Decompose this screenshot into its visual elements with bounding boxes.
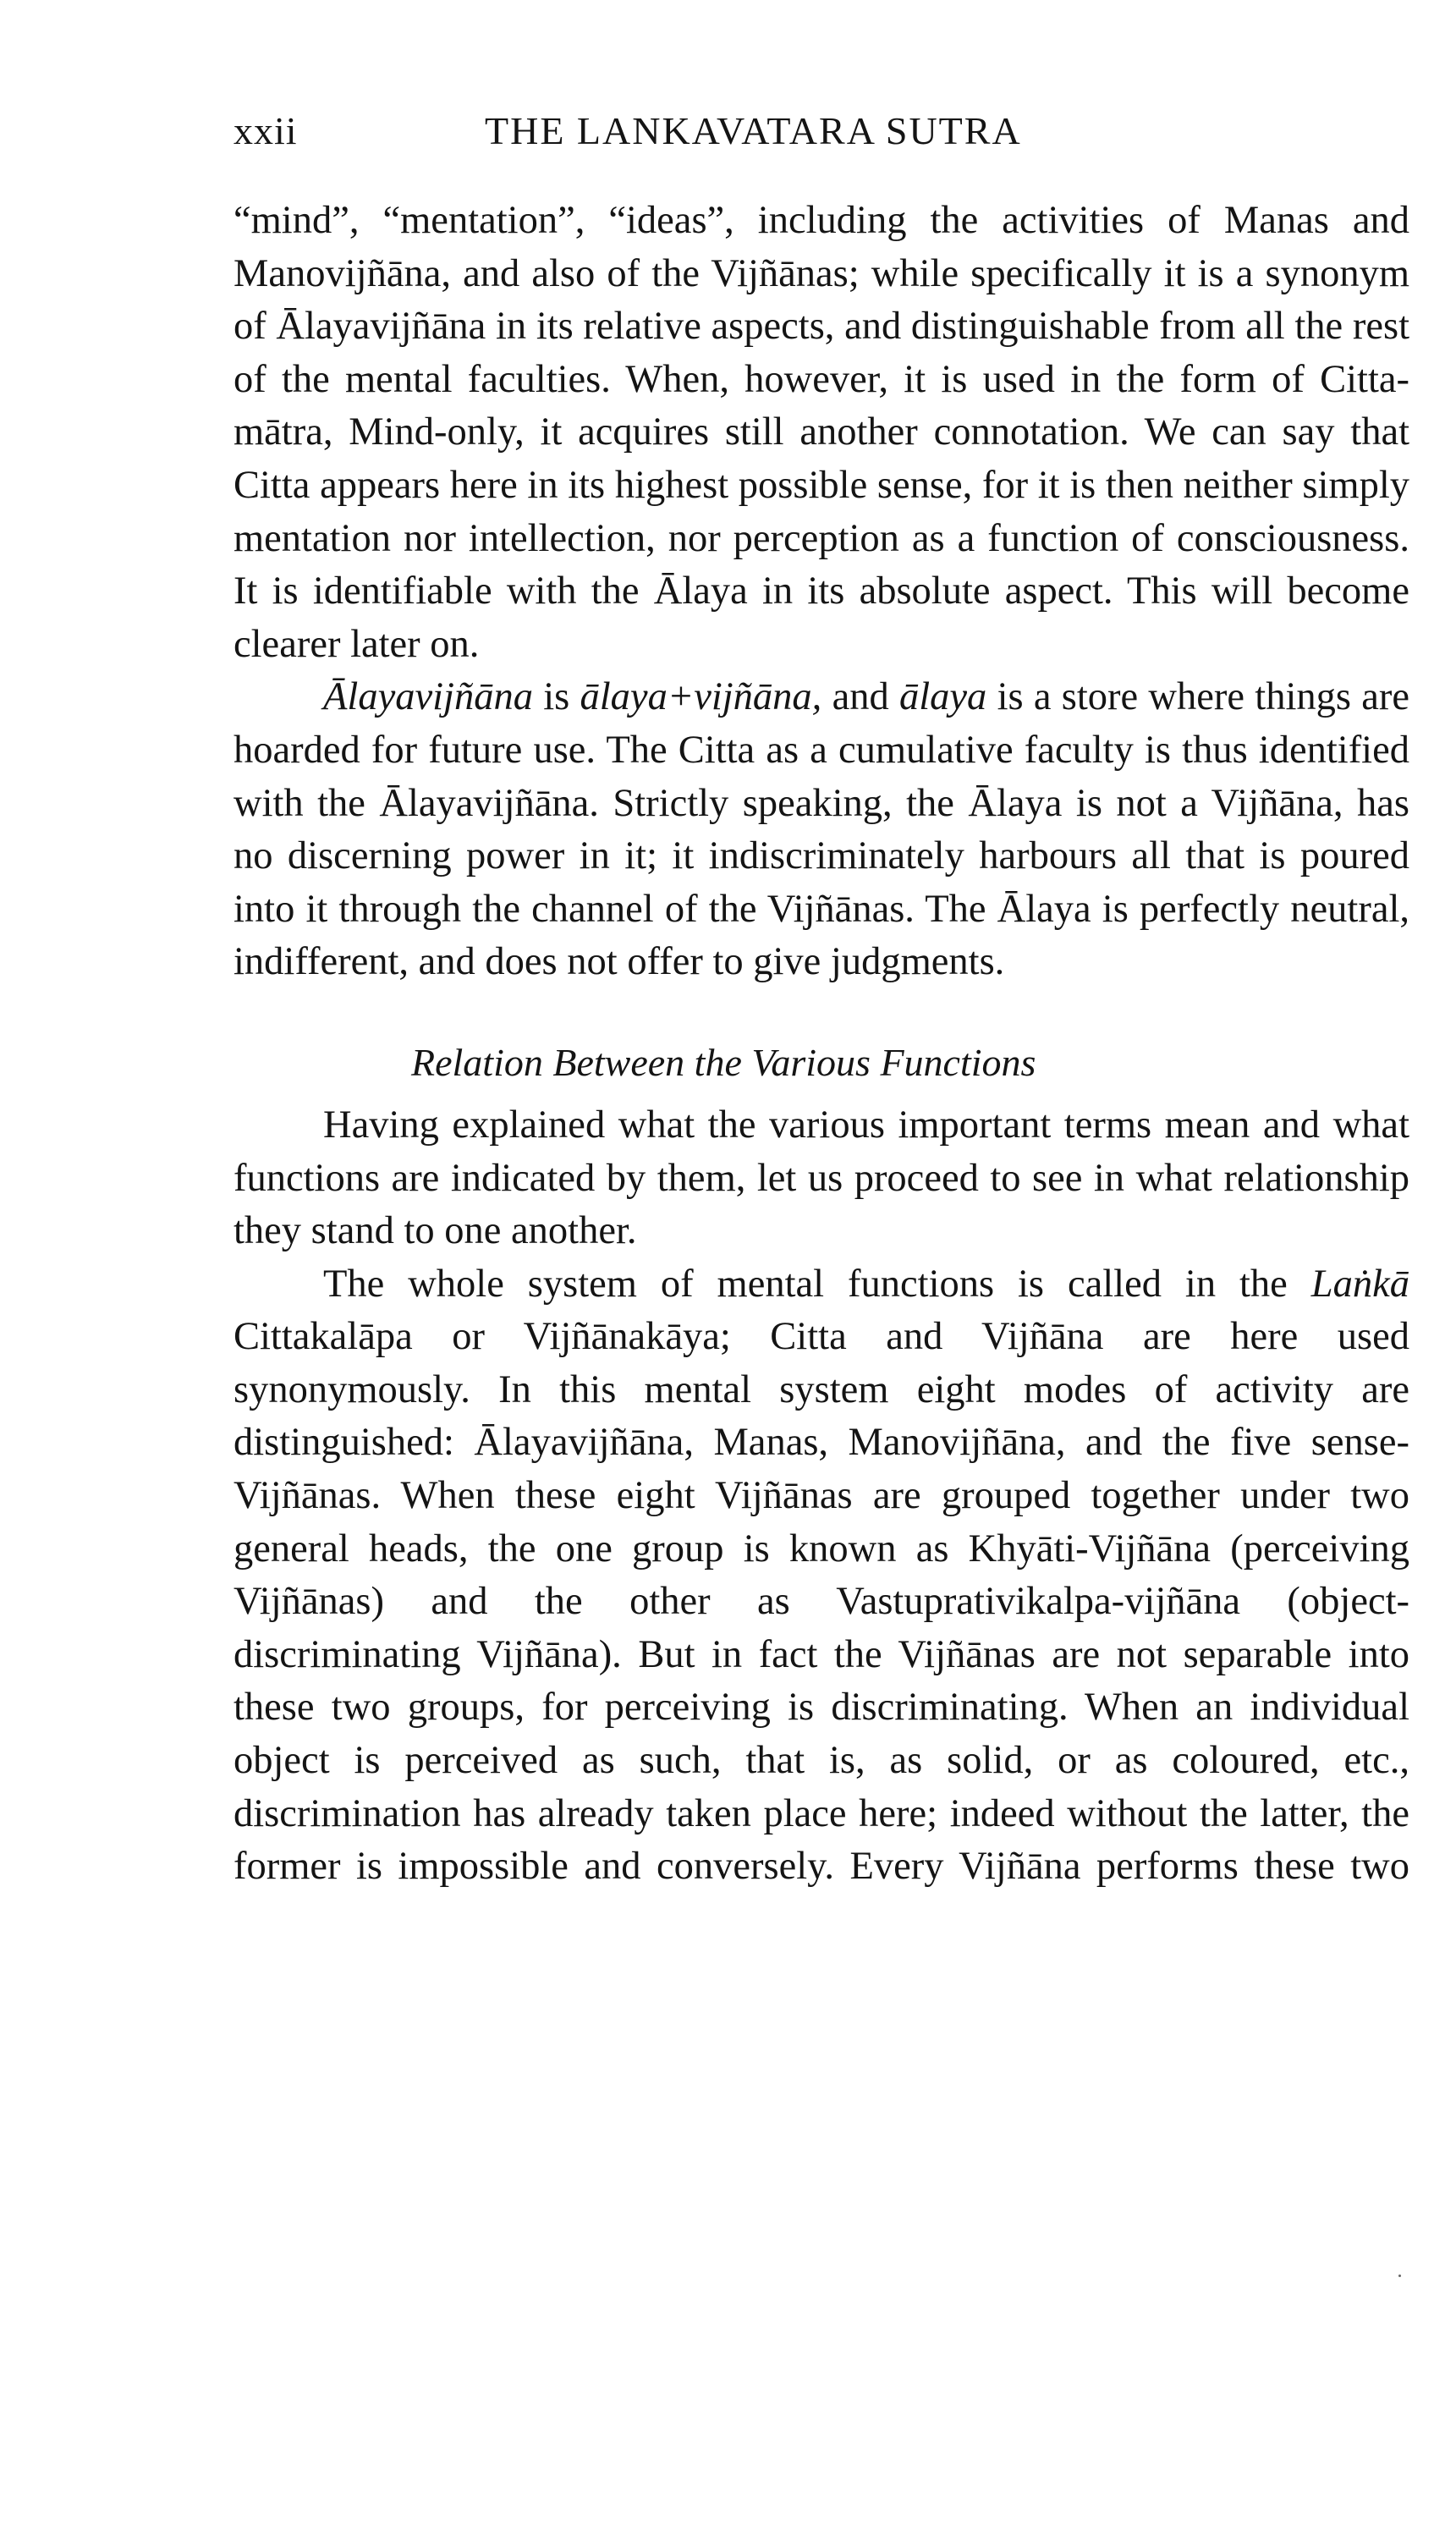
running-head — [234, 108, 1409, 159]
paragraph-mental-system: The whole system of mental functions is called in the Laṅkā Cittakalāpa or Vijñānakāya; Citta and Vijñāna are here used synonymously. In this mental system eight modes of activity are distinguished: Ālayavijñāna, Manas, Manovijñāna, and the five sense-Vijñānas. When these eight Vijñānas are grouped together under two general heads, the one group is known as Khyāti-Vijñāna (perceiving Vijñānas) and the other as Vastuprativikalpa-vijñāna (object-discriminating Vijñāna). But in fact the Vijñānas are not separable into these two groups, for perceiving is discriminating. When an individual object is perceived as such, that is, as solid, or as coloured, etc., discrimination has already taken place here; indeed without the latter, the former is impossible and conversely. Every Vijñāna performs these two — [234, 1262, 1409, 1889]
book-page — [234, 108, 1409, 1894]
term-alayavijnana: Ālayavijñāna — [323, 675, 533, 719]
page-number: xxii — [234, 109, 298, 152]
section-heading: Relation Between the Various Functions — [411, 1040, 1036, 1084]
paragraph-alayavijnana: Ālayavijñāna is ālaya+vijñāna, and ālaya is a store where things are hoarded for future use. The Citta as a cumulative faculty is thus identified with the Ālayavijñāna. Strictly speaking, the Ālaya is not a Vijñāna, has no discerning power in it; it indiscriminately harbours all that is poured into it through the channel of the Vijñānas. The Ālaya is perfectly neutral, indifferent, and does not offer to give judgments. — [234, 675, 1410, 984]
term-lanka: Laṅkā — [1310, 1262, 1409, 1306]
term-formula: ālaya+vijñāna, — [580, 675, 822, 719]
paragraph-relationship: Having explained what the various important terms mean and what functions are indicated by them, let us proceed to see in what relationship they stand to one another. — [234, 1103, 1409, 1253]
body-text — [234, 195, 1409, 1894]
paragraph-citta-meanings: “mind”, “mentation”, “ideas”, including the activities of Manas and Manovijñāna, and also of the Vijñānas; while specifically it is a synonym of Ālayavijñāna in its relative aspects, and distinguishable from all the rest of the mental faculties. When, however, it is used in the form of Citta-mātra, Mind-only, it acquires still another connotation. We can say that Citta appears here in its highest possible sense, for it is then neither simply mentation nor intellection, nor perception as a function of consciousness. It is identifiable with the Ālaya in its absolute aspect. This will become clearer later on. — [234, 199, 1409, 666]
stray-mark — [1398, 2275, 1401, 2277]
term-alaya: ālaya — [899, 675, 987, 719]
book-title: THE LANKAVATARA SUTRA — [485, 109, 1022, 152]
